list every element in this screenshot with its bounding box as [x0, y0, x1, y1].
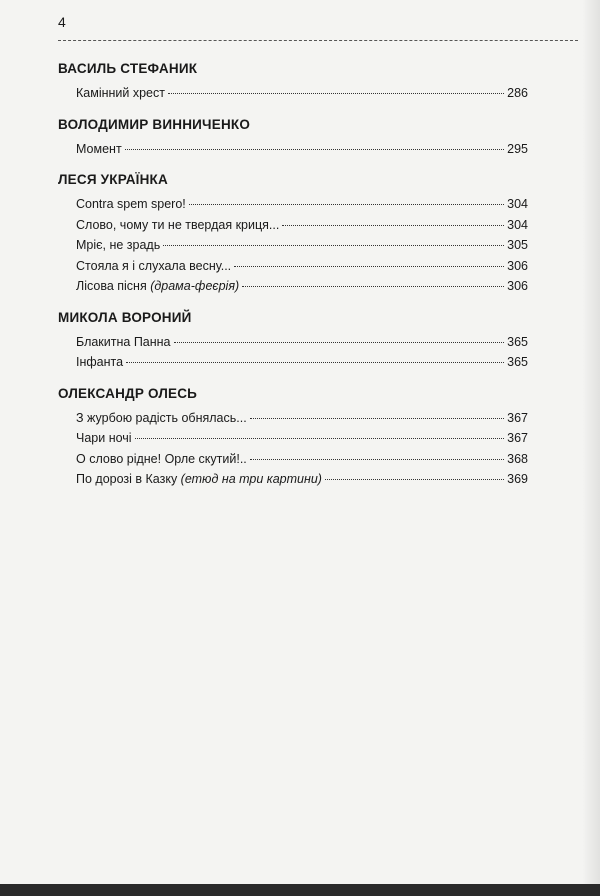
page-number: 4	[58, 14, 66, 30]
entry-page-number: 367	[507, 431, 528, 445]
entry-page-number: 369	[507, 472, 528, 486]
dot-leader	[325, 479, 504, 480]
entry-page-number: 365	[507, 355, 528, 369]
toc-entry	[58, 408, 528, 429]
toc-entry	[58, 83, 528, 104]
entry-title-wrap	[76, 352, 123, 373]
entry-title: Інфанта	[76, 355, 124, 369]
entry-page-number: 367	[507, 410, 528, 425]
entry-page-number: 306	[507, 279, 528, 293]
dot-leader	[250, 459, 504, 460]
toc-entry	[58, 352, 528, 373]
entry-page-number: 306	[507, 258, 528, 273]
entry-title: Чари ночі	[76, 431, 132, 445]
entry-title-wrap	[76, 256, 231, 277]
toc-section	[58, 169, 528, 297]
entry-page-number: 305	[507, 238, 528, 252]
toc-entry	[58, 215, 528, 236]
entry-title-wrap	[76, 408, 247, 429]
table-of-contents	[58, 58, 528, 500]
entry-page-number: 295	[507, 141, 528, 156]
toc-entry	[58, 332, 528, 353]
author-heading: ОЛЕКСАНДР ОЛЕСЬ	[58, 385, 198, 401]
entry-note: (драма-феєрія)	[150, 279, 240, 293]
entry-title: Мріє, не зрадь	[76, 238, 161, 252]
dot-leader	[250, 418, 504, 419]
toc-section	[58, 307, 528, 373]
entry-title: Contra spem spero!	[76, 197, 186, 211]
entry-title-wrap	[76, 139, 122, 160]
entry-page-number: 304	[507, 217, 528, 232]
dot-leader	[282, 225, 504, 226]
entry-title: Стояла я і слухала весну...	[76, 258, 232, 273]
dot-leader	[135, 438, 505, 439]
entry-title-wrap	[76, 332, 171, 353]
entry-note: (етюд на три картини)	[180, 472, 322, 486]
entry-title: О слово рідне! Орле скутий!..	[76, 451, 247, 466]
toc-entry	[58, 194, 528, 215]
entry-title-wrap	[76, 83, 165, 104]
entry-page-number: 365	[507, 334, 528, 349]
dot-leader	[189, 204, 504, 205]
dot-leader	[234, 266, 504, 267]
entry-title: Блакитна Панна	[76, 334, 171, 349]
dot-leader	[242, 286, 504, 287]
author-heading: ВОЛОДИМИР ВИННИЧЕНКО	[58, 116, 251, 132]
entry-page-number: 368	[507, 451, 528, 466]
entry-title: Камінний хрест	[76, 86, 165, 100]
entry-title: З журбою радість обнялась...	[76, 410, 247, 425]
entry-title: По дорозі в Казку	[76, 472, 181, 486]
entry-title-wrap	[76, 428, 132, 449]
toc-entry	[58, 449, 528, 470]
entry-title-wrap	[76, 235, 160, 256]
toc-entry	[58, 256, 528, 277]
entry-title: Слово, чому ти не твердая криця...	[76, 217, 280, 232]
entry-title-wrap	[76, 194, 186, 215]
toc-entry	[58, 276, 528, 297]
entry-title: Лісова пісня	[76, 279, 151, 293]
dot-leader	[168, 93, 504, 94]
entry-title-wrap	[76, 276, 239, 297]
toc-entry	[58, 428, 528, 449]
entry-title-wrap	[76, 449, 247, 470]
entry-title-wrap	[76, 469, 322, 490]
page-edge-shadow	[582, 0, 600, 884]
toc-entry	[58, 139, 528, 160]
dot-leader	[163, 245, 504, 246]
entry-title-wrap	[76, 215, 279, 236]
toc-entry	[58, 235, 528, 256]
dot-leader	[125, 149, 504, 150]
toc-section	[58, 58, 528, 104]
dot-leader	[174, 342, 505, 343]
toc-section	[58, 383, 528, 490]
toc-entry	[58, 469, 528, 490]
author-heading: МИКОЛА ВОРОНИЙ	[58, 309, 192, 325]
entry-title: Момент	[76, 141, 122, 156]
toc-section	[58, 114, 528, 160]
entry-page-number: 304	[507, 197, 528, 211]
author-heading: ВАСИЛЬ СТЕФАНИК	[58, 61, 198, 76]
entry-page-number: 286	[507, 86, 528, 100]
author-heading: ЛЕСЯ УКРАЇНКА	[58, 172, 168, 187]
dot-leader	[126, 362, 504, 363]
header-rule	[58, 40, 578, 41]
scan-bottom-bar	[0, 884, 600, 896]
